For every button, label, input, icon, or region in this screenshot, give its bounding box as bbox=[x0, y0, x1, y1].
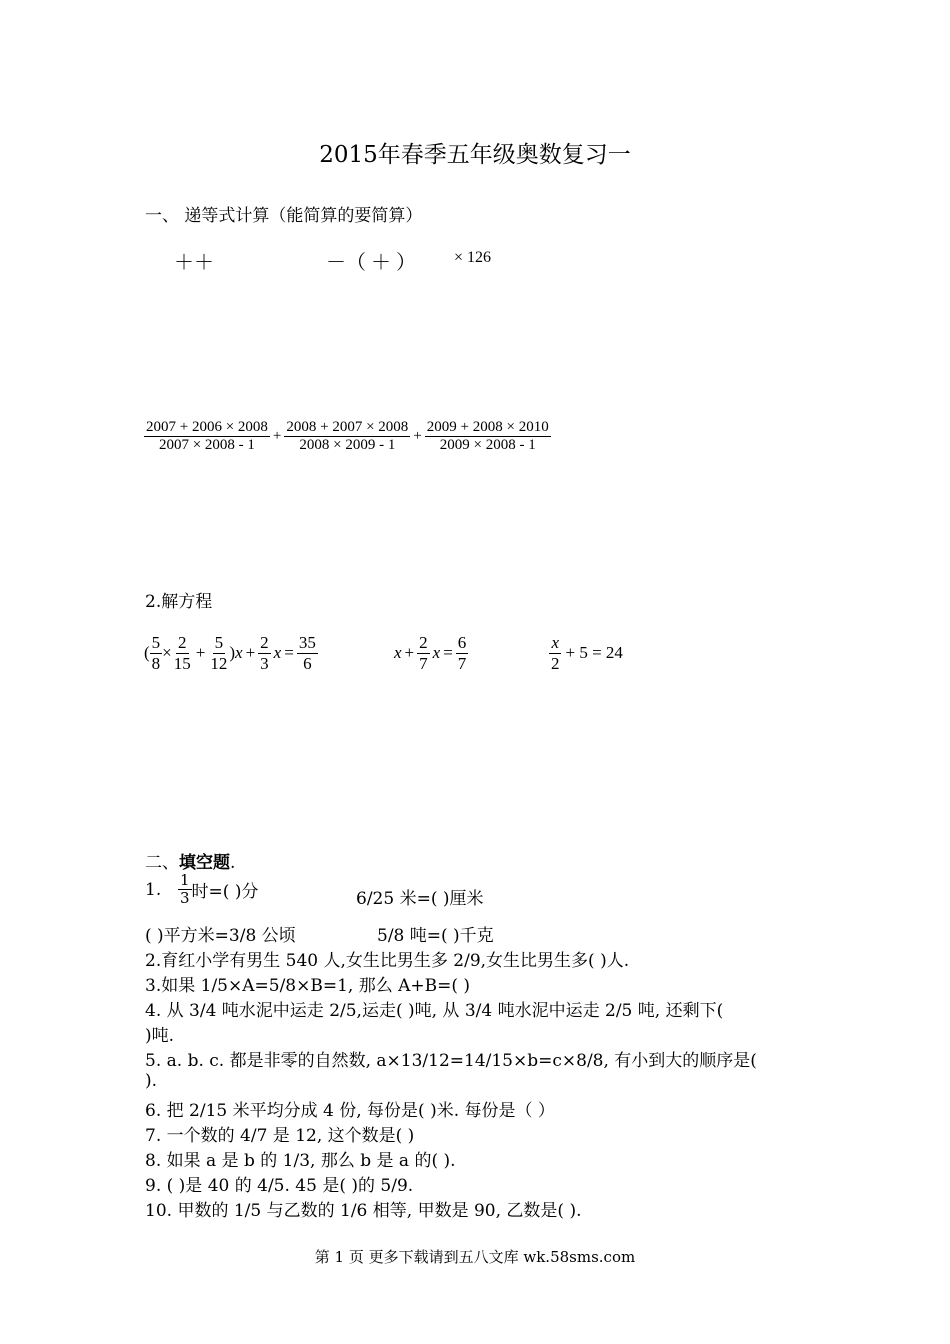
eq3-fraction bbox=[549, 633, 562, 673]
question-1-number: 1. bbox=[145, 879, 162, 900]
eq1-fa-den: 8 bbox=[151, 653, 161, 673]
q1-part-d: 5/8 吨=( )千克 bbox=[377, 926, 494, 946]
plus-sign: + bbox=[195, 643, 206, 663]
fraction-1-denominator: 2007 × 2008 - 1 bbox=[158, 437, 255, 454]
question-line: )吨. bbox=[145, 1026, 175, 1046]
question-line: 3.如果 1/5×A=5/8×B=1, 那么 A+B=( ) bbox=[145, 976, 471, 996]
fraction-2-numerator: 2008 + 2007 × 2008 bbox=[284, 419, 410, 437]
eq1-fraction-c bbox=[208, 633, 229, 673]
eq1-fa-num: 5 bbox=[151, 633, 161, 652]
eq1-fr-num: 35 bbox=[298, 633, 316, 652]
variable-x: x bbox=[235, 643, 243, 663]
close-paren: ) bbox=[229, 643, 236, 663]
q1-f-den: 3 bbox=[180, 889, 190, 908]
eq1-fc-den: 12 bbox=[210, 653, 228, 673]
eq3-f-num: x bbox=[551, 633, 560, 652]
eq2-r-den: 7 bbox=[457, 653, 467, 673]
section-2-prefix: 二、 bbox=[145, 853, 179, 873]
plus-sign: + bbox=[413, 428, 422, 445]
question-line: 4. 从 3/4 吨水泥中运走 2/5,运走( )吨, 从 3/4 吨水泥中运走 2/5 吨, 还剩下( bbox=[145, 1001, 724, 1021]
page-footer: 第 1 页 更多下载请到五八文库 wk.58sms.com bbox=[314, 1248, 636, 1266]
eq1-fraction-d bbox=[258, 633, 271, 673]
eq2-f-den: 7 bbox=[419, 653, 428, 673]
fraction-1-numerator: 2007 + 2006 × 2008 bbox=[144, 419, 270, 437]
q1-f-num: 1 bbox=[180, 871, 190, 889]
eq2-r-num: 6 bbox=[457, 633, 467, 652]
eq1-fraction-result bbox=[297, 633, 318, 673]
expr-row1-c: × 126 bbox=[454, 249, 492, 266]
open-paren: ( bbox=[144, 643, 150, 663]
eq2-fraction bbox=[417, 633, 430, 673]
eq2-result bbox=[456, 633, 469, 673]
question-line: 6. 把 2/15 米平均分成 4 份, 每份是( )米. 每份是（ ） bbox=[145, 1101, 555, 1121]
variable-x: x bbox=[394, 643, 402, 663]
eq1-fr-den: 6 bbox=[303, 653, 312, 673]
eq2-f-num: 2 bbox=[419, 633, 428, 652]
q1-fraction bbox=[178, 872, 192, 908]
question-line: 7. 一个数的 4/7 是 12, 这个数是( ) bbox=[145, 1126, 415, 1146]
equation-1 bbox=[144, 633, 318, 673]
big-fraction-expression bbox=[144, 419, 551, 455]
fraction-2-denominator: 2008 × 2009 - 1 bbox=[299, 437, 396, 454]
q1-part-b: 6/25 米=( )厘米 bbox=[356, 889, 484, 909]
q1-part-a: 时=( )分 bbox=[191, 882, 259, 903]
plus-sign: + bbox=[404, 643, 415, 663]
fraction-1 bbox=[144, 419, 270, 455]
equations-heading: 2.解方程 bbox=[145, 592, 213, 612]
q1-part-c: ( )平方米=3/8 公顷 bbox=[145, 926, 296, 946]
eq1-fraction-b bbox=[172, 633, 193, 673]
section-2-title: 填空题 bbox=[179, 853, 230, 873]
equation-3 bbox=[549, 633, 623, 673]
equals-sign: = bbox=[284, 643, 294, 663]
question-line: ). bbox=[145, 1071, 158, 1091]
fraction-3-numerator: 2009 + 2008 × 2010 bbox=[425, 419, 551, 437]
fraction-3 bbox=[425, 419, 551, 455]
expr-row1-a: ＋＋ bbox=[174, 252, 214, 274]
fraction-2 bbox=[284, 419, 410, 455]
equation-2 bbox=[394, 633, 468, 673]
question-line: 10. 甲数的 1/5 与乙数的 1/6 相等, 甲数是 90, 乙数是( ). bbox=[145, 1201, 582, 1221]
question-line: 9. ( )是 40 的 4/5. 45 是( )的 5/9. bbox=[145, 1176, 414, 1196]
section-2-suffix: . bbox=[230, 853, 236, 873]
plus-sign: + bbox=[245, 643, 256, 663]
eq1-fb-num: 2 bbox=[178, 633, 187, 652]
page-title: 2015年春季五年级奥数复习一 bbox=[319, 142, 631, 168]
eq1-fd-num: 2 bbox=[260, 633, 269, 652]
eq3-f-den: 2 bbox=[551, 653, 560, 673]
section-2-heading bbox=[145, 848, 235, 873]
eq1-fc-num: 5 bbox=[214, 633, 224, 652]
variable-x: x bbox=[273, 643, 282, 663]
question-line: 5. a. b. c. 都是非零的自然数, a×13/12=14/15×b=c×8/8, 有小到大的顺序是( bbox=[145, 1051, 757, 1071]
eq1-fraction-a bbox=[150, 633, 163, 673]
question-line: 2.育红小学有男生 540 人,女生比男生多 2/9,女生比男生多( )人. bbox=[145, 951, 630, 971]
plus-sign: + bbox=[272, 428, 282, 445]
eq1-fb-den: 15 bbox=[173, 653, 191, 673]
equals-sign: = bbox=[443, 643, 453, 663]
expr-row1-b: －（ ＋ ） bbox=[326, 252, 416, 274]
fraction-3-denominator: 2009 × 2008 - 1 bbox=[439, 437, 536, 454]
question-line: 8. 如果 a 是 b 的 1/3, 那么 b 是 a 的( ). bbox=[145, 1151, 456, 1171]
times-sign: × bbox=[162, 643, 172, 663]
section-1-heading: 一、 递等式计算（能简算的要简算） bbox=[145, 206, 423, 226]
eq3-rest: + 5 = 24 bbox=[565, 643, 623, 663]
variable-x: x bbox=[432, 643, 441, 663]
eq1-fd-den: 3 bbox=[260, 653, 269, 673]
question-1-line-a bbox=[145, 872, 258, 908]
